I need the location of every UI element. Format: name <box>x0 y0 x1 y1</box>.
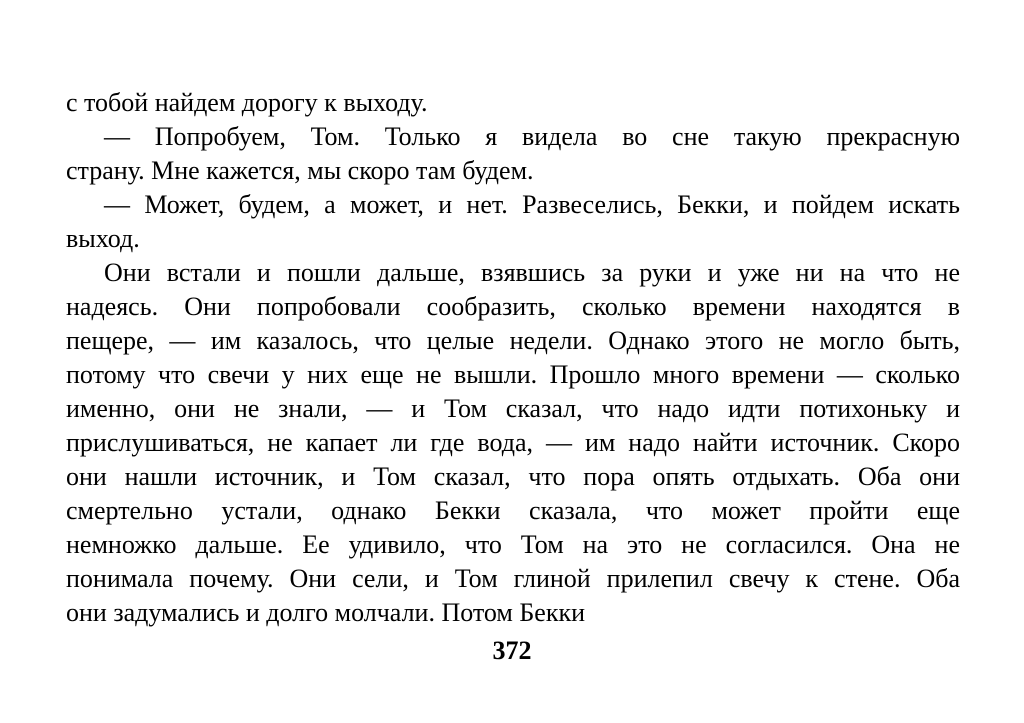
text-line: они нашли источник, и Том сказал, что пора опять отдыхать. Оба они <box>66 462 960 491</box>
text-line: именно, они не знали, — и Том сказал, что надо идти потихоньку и <box>66 394 960 423</box>
paragraph-1 <box>66 86 960 120</box>
page-body <box>66 86 960 630</box>
text-line: прислушиваться, не капает ли где вода, — им надо найти источник. Скоро <box>66 428 960 457</box>
text-line: Они встали и пошли дальше, взявшись за руки и уже ни на что не <box>104 258 960 287</box>
paragraph-2-dialogue <box>66 120 960 188</box>
text-line: страну. Мне кажется, мы скоро там будем. <box>66 156 534 185</box>
text-line: с тобой найдем дорогу к выходу. <box>66 88 428 117</box>
text-line: понимала почему. Они сели, и Том глиной прилепил свечу к стене. Оба <box>66 564 960 593</box>
paragraph-3-dialogue <box>66 188 960 256</box>
text-line: смертельно устали, однако Бекки сказала, что может пройти еще <box>66 496 960 525</box>
text-line: выход. <box>66 224 140 253</box>
text-line: потому что свечи у них еще не вышли. Прошло много времени — сколько <box>66 360 960 389</box>
text-line: они задумались и долго молчали. Потом Бекки <box>66 598 586 627</box>
page-number: 372 <box>492 636 532 665</box>
text-line: немножко дальше. Ее удивило, что Том на это не согласился. Она не <box>66 530 960 559</box>
text-line: пещере, — им казалось, что целые недели. Однако этого не могло быть, <box>66 326 960 355</box>
text-line: — Может, будем, а может, и нет. Развеселись, Бекки, и пойдем искать <box>104 190 960 219</box>
text-line: — Попробуем, Том. Только я видела во сне такую прекрасную <box>104 122 960 151</box>
text-line: надеясь. Они попробовали сообразить, сколько времени находятся в <box>66 292 960 321</box>
paragraph-4 <box>66 256 960 630</box>
